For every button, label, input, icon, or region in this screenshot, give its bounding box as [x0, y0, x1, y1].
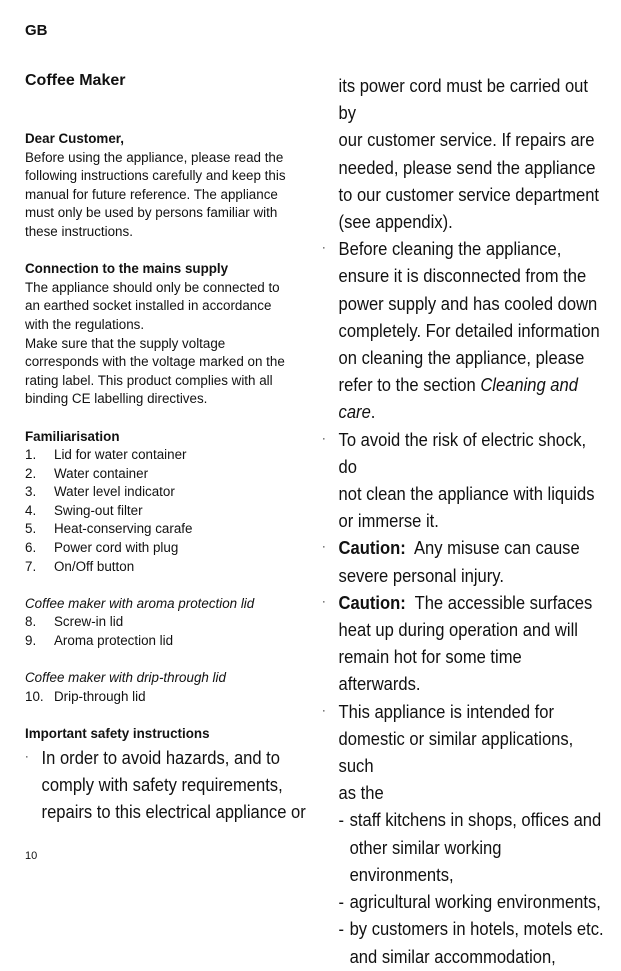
list-item: 7. On/Off button: [25, 558, 135, 574]
intro-l3: manual for future reference. The appliance: [25, 186, 278, 202]
mains-l6: rating label. This product complies with all: [25, 372, 273, 388]
list-item: · This appliance is intended for domestic or similar applications, such as the - staff kitchens in shops, offices and other similar working environments, - agricultural working environments, - by customers in hotels, motels etc. and similar accommodation,: [322, 699, 607, 971]
list-item: · Caution: The accessible surfaces heat up during operation and will remain hot for some time afterwards.: [322, 590, 607, 699]
list-item: 4. Swing-out filter: [25, 502, 143, 518]
greeting: Dear Customer,: [25, 131, 124, 146]
list-item: 8. Screw-in lid: [25, 614, 124, 630]
list-item: 6. Power cord with plug: [25, 540, 179, 556]
aroma-heading: Coffee maker with aroma protection lid: [25, 595, 255, 611]
familiarisation-list: [25, 446, 320, 576]
bullet-icon: ·: [322, 593, 326, 608]
list-item: - by customers in hotels, motels etc. and similar accommodation,: [338, 919, 604, 967]
bullet-icon: ·: [322, 430, 326, 445]
intro-l4: must only be used by persons familiar with: [25, 205, 278, 221]
bullet-icon: ·: [322, 539, 326, 554]
mains-l1: The appliance should only be connected to: [25, 279, 280, 295]
list-item: · Caution: Any misuse can cause severe personal injury.: [322, 535, 607, 589]
mains-l7: binding CE labelling directives.: [25, 391, 208, 407]
list-item: - agricultural working environments,: [338, 892, 601, 913]
familiarisation-heading: Familiarisation: [25, 428, 120, 444]
list-item: · In order to avoid hazards, and to comply with safety requirements, repairs to this electrical appliance or: [25, 745, 310, 826]
mains-l3: with the regulations.: [25, 316, 145, 332]
aroma-list: [25, 613, 320, 650]
list-item: 9. Aroma protection lid: [25, 633, 174, 649]
bullet-icon: ·: [322, 702, 326, 717]
list-item: · Before cleaning the appliance, ensure it is disconnected from the power supply and has cooled down completely. For detailed information on cleaning the appliance, please refer to the section Cleaning and care.: [322, 236, 607, 426]
mains-heading: Connection to the mains supply: [25, 261, 229, 277]
bullet-icon: ·: [322, 240, 326, 255]
list-item: 2. Water container: [25, 465, 149, 481]
drip-heading: Coffee maker with drip-through lid: [25, 670, 226, 686]
mains-l2: an earthed socket installed in accordance: [25, 298, 272, 314]
list-item: · To avoid the risk of electric shock, do not clean the appliance with liquids or immerse it.: [322, 427, 607, 536]
continued-text: its power cord must be carried out by our customer service. If repairs are needed, please send the appliance to our customer service department (see appendix).: [338, 76, 600, 233]
intro-l5: these instructions.: [25, 223, 133, 239]
right-column: [322, 73, 612, 971]
page-number: 10: [25, 850, 38, 862]
intro-l2: following instructions carefully and keep this: [25, 168, 286, 184]
intro-l1: Before using the appliance, please read the: [25, 149, 284, 165]
list-item: 1. Lid for water container: [25, 447, 187, 463]
list-item: 5. Heat-conserving carafe: [25, 521, 193, 537]
language-label: GB: [25, 22, 48, 39]
list-item: 3. Water level indicator: [25, 484, 175, 500]
mains-l5: corresponds with the voltage marked on the: [25, 354, 285, 370]
mains-l4: Make sure that the supply voltage: [25, 335, 226, 351]
list-item: 10. Drip-through lid: [25, 688, 146, 704]
safety-heading: Important safety instructions: [25, 726, 210, 741]
bullet-icon: ·: [25, 748, 29, 763]
left-column: [25, 130, 320, 826]
list-item: - staff kitchens in shops, offices and other similar working environments,: [338, 810, 602, 885]
dash-list: [339, 807, 608, 970]
safety-list: [25, 745, 320, 826]
drip-list: [25, 688, 320, 707]
page-title: Coffee Maker: [25, 72, 126, 89]
